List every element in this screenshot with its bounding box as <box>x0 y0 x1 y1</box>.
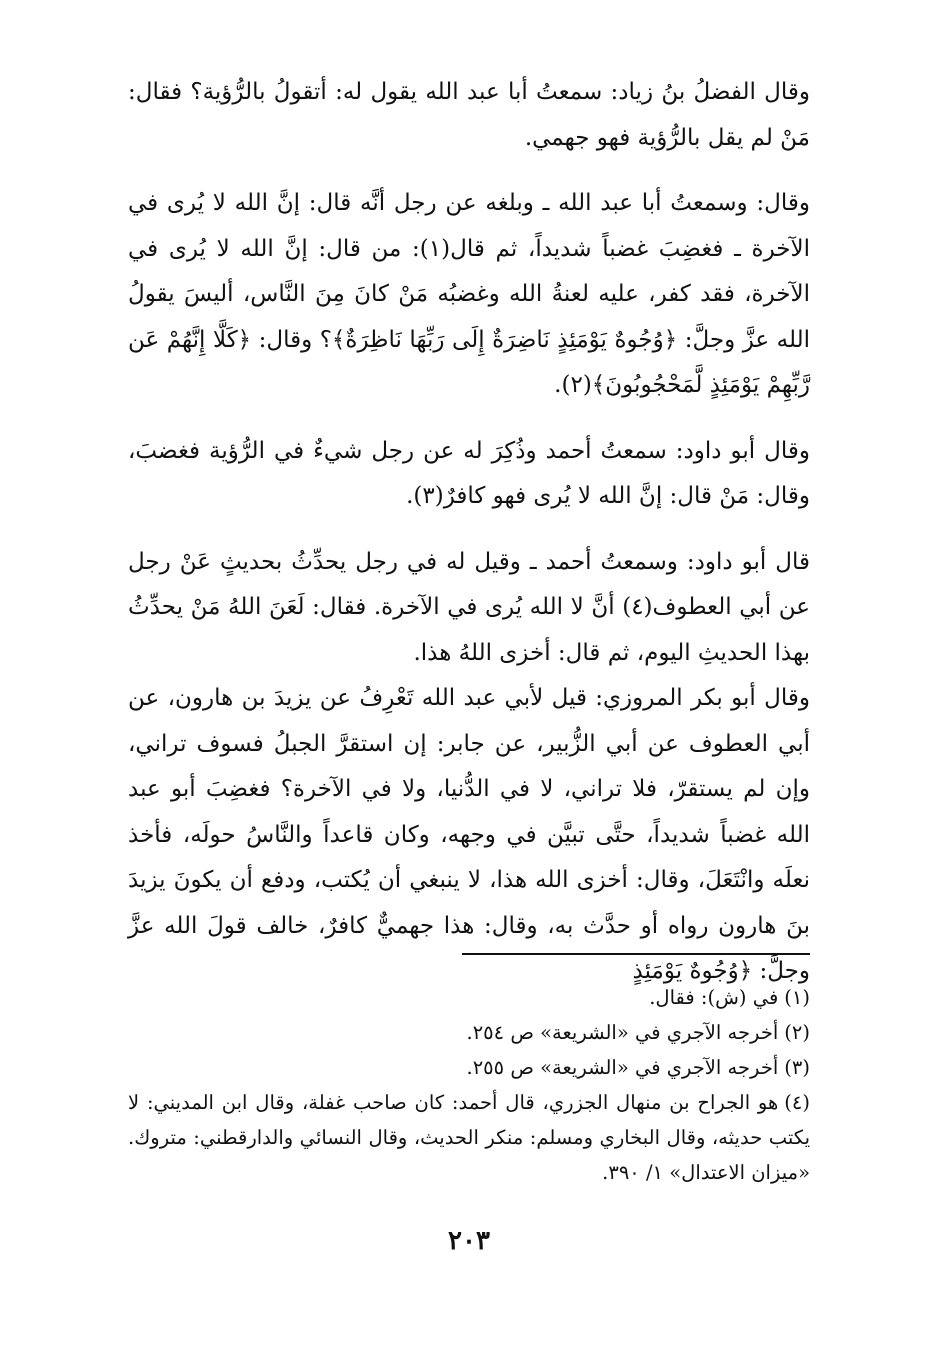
footnote-text: هو الجراح بن منهال الجزري، قال أحمد: كان صاحب غفلة، وقال ابن المديني: لا يكتب حديثه، وقال البخاري ومسلم: منكر الحديث، وقال النسائي والدارقطني: متروك. «ميزان الاعتدال» ١/ ٣٩٠. <box>128 1091 810 1184</box>
paragraph-2: وقال: وسمعتُ أبا عبد الله ـ وبلغه عن رجل أنَّه قال: إنَّ الله لا يُرى في الآخرة ـ فغضِبَ غضباً شديداً، ثم قال(١): من قال: إنَّ الله لا يُرى في الآخرة، فقد كفر، عليه لعنةُ الله وغضبُه مَنْ كانَ مِنَ النَّاس، أليسَ يقولُ الله عزَّ وجلَّ: ﴿وُجُوهٌ يَوْمَئِذٍ نَاضِرَةٌ إِلَى رَبِّهَا نَاظِرَةٌ﴾؟ وقال: ﴿كَلَّا إِنَّهُمْ عَن رَّبِّهِمْ يَوْمَئِذٍ لَّمَحْجُوبُونَ﴾(٢). <box>128 190 810 398</box>
paragraph-5: وقال أبو بكر المروزي: قيل لأبي عبد الله تَعْرِفُ عن يزيدَ بن هارون، عن أبي العطوف عن أبي الزُّبير، عن جابر: إن استقرَّ الجبلُ فسوف تراني، وإن لم يستقرّ، فلا تراني، لا في الدُّنيا، ولا في الآخرة؟ فغضِبَ أبو عبد الله غضباً شديداً، حتَّى تبيَّن في وجهه، وكان قاعداً والنَّاسُ حولَه، فأخذ نعلَه وانْتَعَلَ، وقال: أخزى الله هذا، لا ينبغي أن يُكتب، ودفع أن يكونَ يزيدَ بنَ هارون رواه أو حدَّث به، وقال: هذا جهميٌّ كافرٌ، خالف قولَ الله عزَّ وجلَّ: ﴿وُجُوهٌ يَوْمَئِذٍ <box>128 685 811 984</box>
page-number: ٢٠٣ <box>448 1226 490 1256</box>
footnote-text: أخرجه الآجري في «الشريعة» ص ٢٥٥. <box>466 1056 779 1079</box>
footnote-divider <box>462 953 810 955</box>
footnote-text: في (ش): فقال. <box>649 986 779 1009</box>
paragraph-3: وقال أبو داود: سمعتُ أحمد وذُكِرَ له عن رجل شيءٌ في الرُّؤية فغضبَ، وقال: مَنْ قال: إنَّ الله لا يُرى فهو كافرٌ(٣). <box>128 437 810 509</box>
footnote-number: (٣) <box>784 1056 810 1079</box>
footnote-number: (٢) <box>784 1021 810 1044</box>
footnote-4 <box>128 1085 810 1190</box>
footnote-3 <box>128 1050 810 1085</box>
footnotes <box>128 980 810 1190</box>
footnote-2 <box>128 1015 810 1050</box>
footnote-1 <box>128 980 810 1015</box>
footnote-text: أخرجه الآجري في «الشريعة» ص ٢٥٤. <box>466 1021 779 1044</box>
footnote-number: (١) <box>784 986 810 1009</box>
paragraph-1: وقال الفضلُ بنُ زياد: سمعتُ أبا عبد الله يقول له: أتقولُ بالرُّؤية؟ فقال: مَنْ لم يقل بالرُّؤية فهو جهمي. <box>128 79 810 151</box>
main-text <box>128 70 810 995</box>
footnote-number: (٤) <box>784 1091 810 1114</box>
paragraph-4: قال أبو داود: وسمعتُ أحمد ـ وقيل له في رجل يحدِّثُ بحديثٍ عَنْ رجل عن أبي العطوف(٤) أنَّ لا الله يُرى في الآخرة. فقال: لَعَنَ اللهُ مَنْ يحدِّثُ بهذا الحديثِ اليوم، ثم قال: أخزى اللهُ هذا. <box>128 548 810 666</box>
